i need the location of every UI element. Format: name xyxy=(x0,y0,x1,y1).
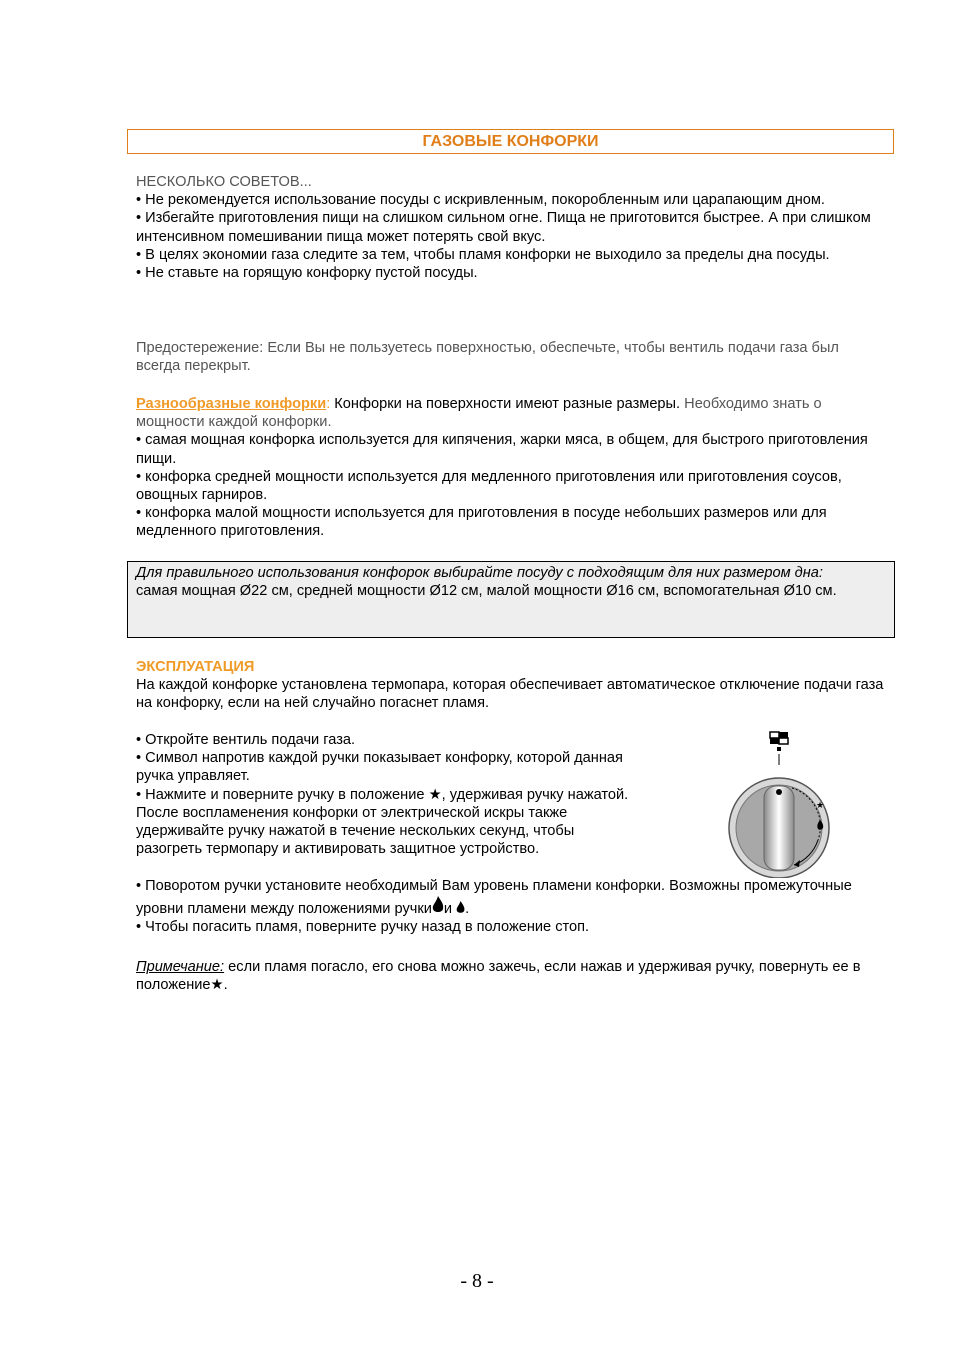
spark-star-icon: ★ xyxy=(428,786,442,803)
cookware-note-italic: Для правильного использования конфорок выбирайте посуду с подходящим для них размером дна: xyxy=(136,565,823,581)
burner-knob-illustration xyxy=(726,728,832,878)
step3-text-a: • Нажмите и поверните ручку в положение xyxy=(136,786,429,803)
svg-text:★: ★ xyxy=(816,801,825,811)
flame-level-text xyxy=(136,877,886,918)
burners-colon: : xyxy=(326,396,331,412)
cookware-note-box xyxy=(127,561,895,638)
operation-step: • Откройте вентиль подачи газа. xyxy=(136,732,356,748)
burner-item: • конфорка малой мощности используется для приготовления в посуде небольших размеров или для медленного приготовления. xyxy=(136,505,827,540)
note-section xyxy=(136,958,886,994)
note-end: . xyxy=(223,977,228,994)
small-flame-icon xyxy=(456,900,465,915)
burners-intro xyxy=(136,395,886,431)
warning-text: Предостережение: Если Вы не пользуетесь поверхностью, обеспечьте, чтобы вентиль подачи газа был всегда перекрыт. xyxy=(136,340,839,375)
large-flame-icon xyxy=(432,895,444,915)
operation-intro: На каждой конфорке установлена термопара, которая обеспечивает автоматическое отключение подачи газа на конфорку, если на ней случайно погаснет пламя. xyxy=(136,677,884,712)
note-star-icon: ★ xyxy=(210,977,224,994)
operation-heading: ЭКСПЛУАТАЦИЯ xyxy=(136,659,255,675)
tips-heading: НЕСКОЛЬКО СОВЕТОВ... xyxy=(136,174,312,190)
burner-item: • самая мощная конфорка используется для кипячения, жарки мяса, в общем, для быстрого приготовления пищи. xyxy=(136,432,868,467)
burner-symbol-icon xyxy=(770,732,779,738)
note-label: Примечание: xyxy=(136,959,225,975)
tip-item: • Избегайте приготовления пищи на слишком сильном огне. Пища не приготовится быстрее. А при слишком интенсивном помешивании пища может потерять свой вкус. xyxy=(136,210,871,245)
operation-steps xyxy=(136,731,636,858)
tip-item: • Не рекомендуется использование посуды с искривленным, покоробленным или царапающим дном. xyxy=(136,192,825,209)
operation-step: • Символ напротив каждой ручки показывает конфорку, которой данная ручка управляет. xyxy=(136,750,623,785)
step4-end: . xyxy=(465,901,470,918)
operation-step-ignite xyxy=(136,786,636,859)
step3-text-b: , удерживая ручку нажатой. После воспламенения конфорки от электрической искры также удерживайте ручку нажатой в течение нескольких секунд, чтобы разогреть термопару и активировать защитное устройство. xyxy=(136,786,629,858)
step4-text: • Поворотом ручки установите необходимый Вам уровень пламени конфорки. Возможны промежуточные уровни пламени между положениями ручки xyxy=(136,878,852,918)
page-number: - 8 - xyxy=(460,1270,494,1292)
step4-and: и xyxy=(443,901,457,918)
note-text: если пламя погасло, его снова можно зажечь, если нажав и удерживая ручку, повернуть ее в положение xyxy=(136,959,861,994)
section-title-box xyxy=(127,129,894,154)
burners-section xyxy=(136,395,886,541)
tip-item: • В целях экономии газа следите за тем, чтобы пламя конфорки не выходило за пределы дна посуды. xyxy=(136,246,830,263)
section-title: ГАЗОВЫЕ КОНФОРКИ xyxy=(422,132,599,150)
burners-intro-grey: Необходимо знать о мощности каждой конфорки. xyxy=(136,396,822,431)
operation-step-off: • Чтобы погасить пламя, поверните ручку назад в положение стоп. xyxy=(136,919,590,936)
burners-intro-text: Конфорки на поверхности имеют разные размеры. xyxy=(330,396,681,412)
burners-label: Разнообразные конфорки xyxy=(136,396,327,412)
note-paragraph xyxy=(136,958,886,994)
tips-section xyxy=(136,173,886,282)
burner-item: • конфорка средней мощности используется для медленного приготовления или приготовления соусов, овощных гарниров. xyxy=(136,468,842,504)
tip-item: • Не ставьте на горящую конфорку пустой посуды. xyxy=(136,265,478,282)
cookware-sizes: самая мощная Ø22 см, средней мощности Ø12 см, малой мощности Ø16 см, вспомогательная Ø10 см. xyxy=(136,583,837,600)
burner-symbol-icon-fill xyxy=(779,732,788,738)
operation-section xyxy=(136,658,886,713)
flame-level-section xyxy=(136,877,886,937)
